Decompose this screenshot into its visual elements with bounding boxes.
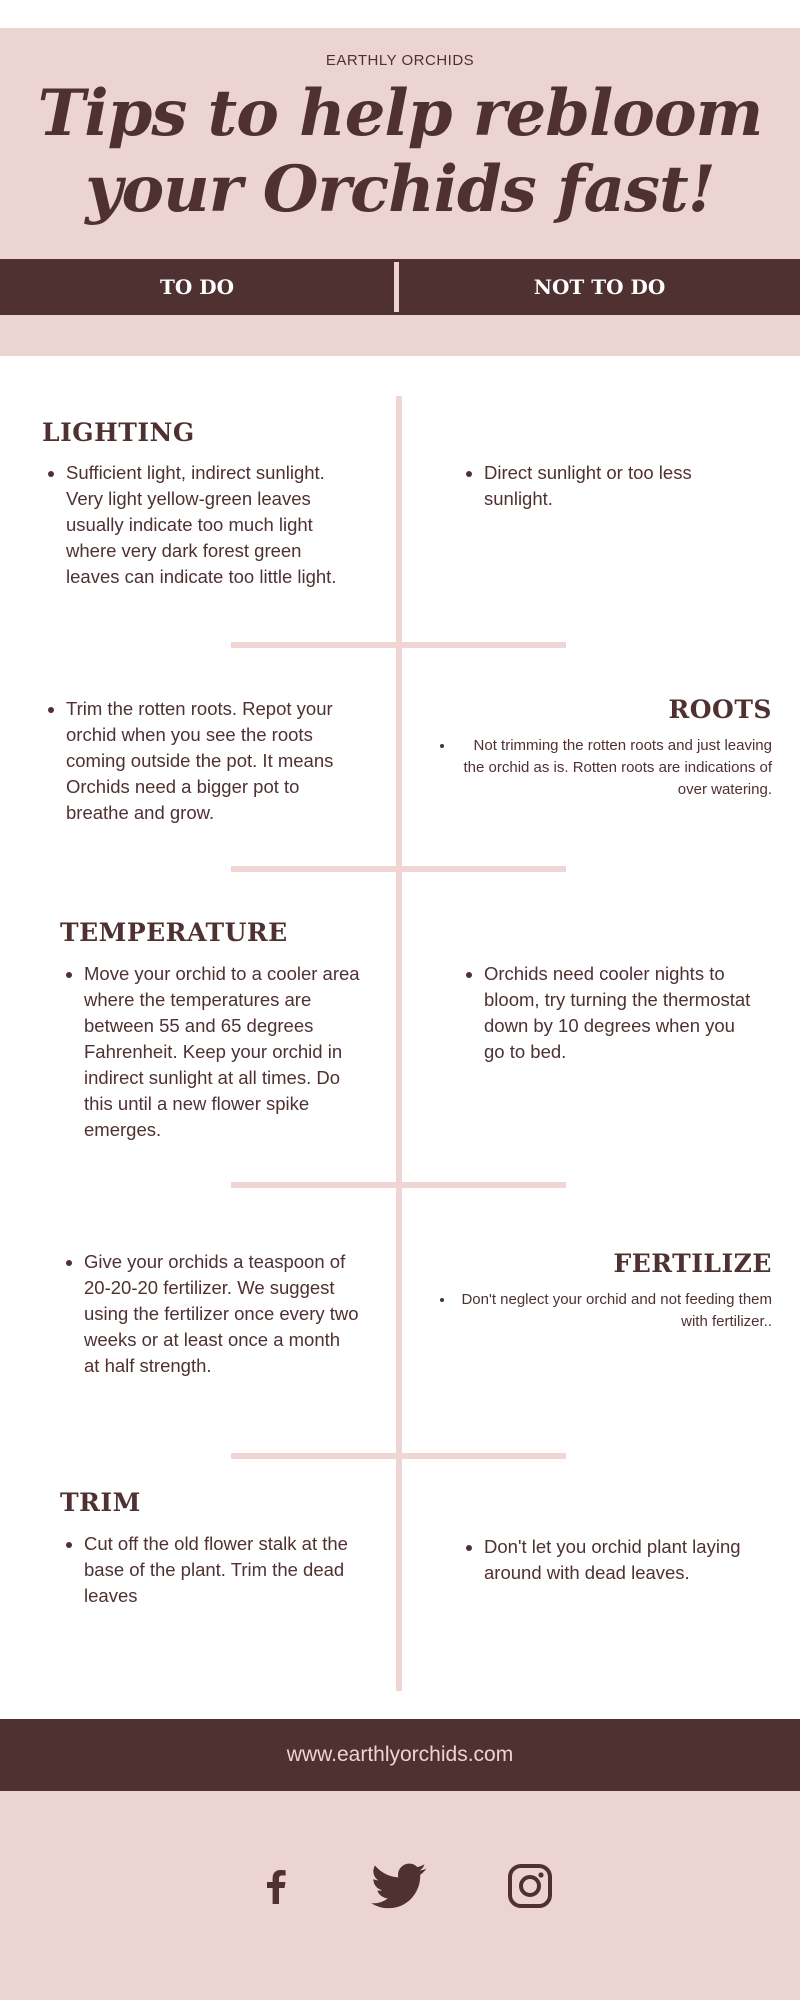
list-item: • Don't neglect your orchid and not feeding them with fertilizer.. — [455, 1289, 772, 1333]
instagram-icon[interactable] — [502, 1858, 558, 1914]
lighting-todo-list — [66, 460, 346, 590]
section-heading-fertilize: FERTILIZE — [613, 1249, 772, 1278]
list-item: • Not trimming the rotten roots and just leaving the orchid as is. Rotten roots are indications of over watering. — [455, 735, 772, 801]
fertilize-todo-list — [84, 1249, 360, 1379]
list-item: • Trim the rotten roots. Repot your orchid when you see the roots coming outside the pot. It means Orchids need a bigger pot to breathe and grow. — [66, 696, 336, 826]
temperature-todo-list — [84, 961, 360, 1143]
twitter-icon[interactable] — [371, 1858, 427, 1914]
facebook-icon[interactable] — [248, 1858, 304, 1914]
todo-column-label: TO DO — [159, 275, 235, 299]
trim-todo-list — [84, 1531, 354, 1609]
section-heading-trim: TRIM — [60, 1488, 141, 1517]
list-item: • Sufficient light, indirect sunlight. Very light yellow-green leaves usually indicate too much light where very dark forest green leaves can indicate too little light. — [66, 460, 346, 590]
section-heading-lighting: LIGHTING — [42, 418, 195, 447]
list-item: • Give your orchids a teaspoon of 20-20-20 fertilizer. We suggest using the fertilizer once every two weeks or at least once a month at half strength. — [84, 1249, 360, 1379]
list-item: • Direct sunlight or too less sunlight. — [484, 460, 734, 512]
section-heading-roots: ROOTS — [668, 695, 772, 724]
list-item: • Cut off the old flower stalk at the base of the plant. Trim the dead leaves — [84, 1531, 354, 1609]
section-heading-temperature: TEMPERATURE — [60, 918, 288, 947]
section-divider — [231, 642, 566, 648]
section-divider — [231, 1182, 566, 1188]
trim-nottodo-list — [484, 1534, 764, 1586]
list-item: • Move your orchid to a cooler area where the temperatures are between 55 and 65 degrees Fahrenheit. Keep your orchid in indirect sunlight at all times. Do this until a new flower spike emerges. — [84, 961, 360, 1143]
section-divider — [231, 1453, 566, 1459]
list-item: • Orchids need cooler nights to bloom, try turning the thermostat down by 10 degrees when you go to bed. — [484, 961, 754, 1065]
title-line-1: Tips to help rebloom — [37, 76, 763, 151]
website-link[interactable]: www.earthlyorchids.com — [286, 1743, 514, 1766]
brand-name: EARTHLY ORCHIDS — [325, 52, 475, 69]
list-item: • Don't let you orchid plant laying around with dead leaves. — [484, 1534, 764, 1586]
lighting-nottodo-list — [484, 460, 734, 512]
temperature-nottodo-list — [484, 961, 754, 1065]
page-title — [0, 76, 800, 228]
title-line-2: your Orchids fast! — [85, 152, 715, 227]
roots-nottodo-list — [455, 735, 772, 801]
nottodo-column-label: NOT TO DO — [533, 275, 666, 299]
fertilize-nottodo-list — [455, 1289, 772, 1333]
timeline-vertical-line — [396, 396, 402, 1691]
section-divider — [231, 866, 566, 872]
roots-todo-list — [66, 696, 336, 826]
